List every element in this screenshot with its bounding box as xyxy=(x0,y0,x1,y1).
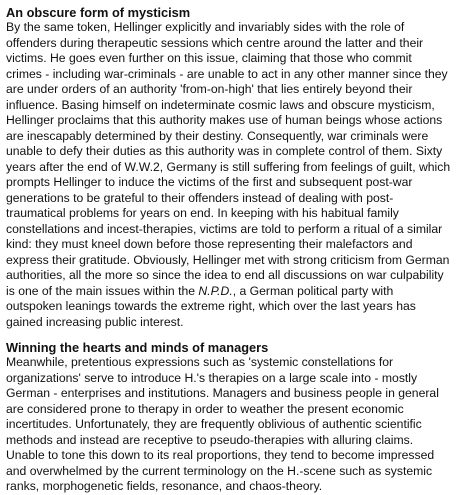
text-line: gained increasing public interest. xyxy=(6,314,184,329)
paragraph-managers xyxy=(6,355,466,495)
text-fragment: is one of the main issues within the xyxy=(6,283,199,298)
text-line: victims. He goes even further on this issue, claiming that those who commit xyxy=(6,51,412,65)
text-fragment: , a German political party with xyxy=(232,283,394,298)
text-line: Unable to tone this down to its real proportions, they tend to become impressed xyxy=(6,448,435,462)
text-line: influence. Basing himself on indeterminate cosmic laws and obscure mysticism, xyxy=(6,97,435,112)
text-line: are considered prone to therapy in order to weather the present economic xyxy=(6,401,404,416)
text-line: generations to be grateful to their offenders instead of dealing with post- xyxy=(6,190,394,205)
text-line: ranks, morphogenetic fields, resonance, and chaos-theory. xyxy=(6,479,323,493)
text-line: unable to defy their duties as this authority was in complete control of them. Sixty xyxy=(6,144,443,158)
text-line: Hellinger proclaims that this authority makes use of human beings whose actions xyxy=(6,113,443,127)
text-line: incertitudes. Unfortunately, they are frequently oblivious of authentic scientific xyxy=(6,417,422,431)
party-name-italic: N.P.D. xyxy=(198,283,233,298)
paragraph-mysticism xyxy=(6,20,466,330)
text-line: traumatical problems for years on end. In keeping with his habitual family xyxy=(6,206,399,220)
text-line: authorities, all the more so since the idea to end all discussions on war culpability xyxy=(6,268,444,282)
section-heading-mysticism: An obscure form of mysticism xyxy=(6,5,191,20)
text-line: express their gratitude. Obviously, Hellinger met with strong criticism from German xyxy=(6,252,450,267)
section-heading-managers: Winning the hearts and minds of managers xyxy=(6,340,269,355)
text-line: German - enterprises and institutions. Managers and business people in general xyxy=(6,386,439,400)
article xyxy=(6,5,466,495)
text-line: Meanwhile, pretentious expressions such as 'systemic constellations for xyxy=(6,355,394,369)
section-spacer xyxy=(6,330,466,340)
text-line: kind: they must kneel down before those representing their malefactors and xyxy=(6,237,413,251)
text-line: years after the end of W.W.2, Germany is still suffering from feelings of guilt, which xyxy=(6,159,451,174)
text-line: are under orders of an authority 'from-on-high' that lies entirely beyond their xyxy=(6,82,413,96)
text-line: outspoken leanings towards the extreme right, which over the last years has xyxy=(6,299,416,313)
text-line-npd xyxy=(6,284,466,300)
text-line: and overwhelmed by the current terminology on the H.-scene such as systemic xyxy=(6,463,433,478)
text-line: crimes - including war-criminals - are unable to act in any other manner since they xyxy=(6,66,448,81)
text-line: By the same token, Hellinger explicitly and invariably sides with the role of xyxy=(6,20,405,34)
text-line: prompts Hellinger to induce the victims of the first and subsequent post-war xyxy=(6,175,413,189)
text-line: are inescapably determined by their destiny. Consequently, war criminals were xyxy=(6,128,429,143)
text-line: constellations and incest-therapies, victims are told to perform a ritual of a similar xyxy=(6,221,443,236)
text-line: offenders during therapeutic sessions which centre around the latter and their xyxy=(6,35,424,50)
text-line: methods and instead are receptive to pseudo-therapies with alluring claims. xyxy=(6,432,414,447)
text-line: organizations' serve to introduce H.'s therapies on a large scale into - mostly xyxy=(6,370,418,385)
